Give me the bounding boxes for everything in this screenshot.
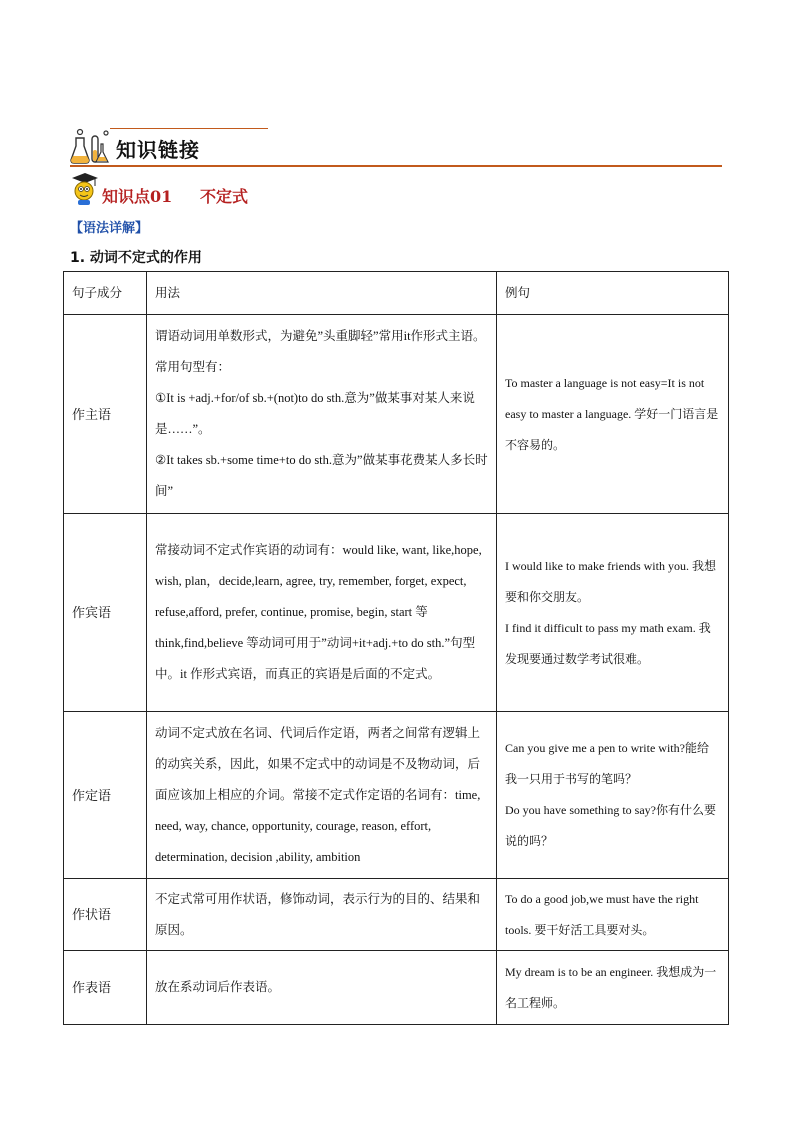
- knowledge-point-heading: [70, 172, 370, 208]
- row-usage: 谓语动词用单数形式，为避免”头重脚轻”常用it作形式主语。常用句型有： ①It is +adj.+for/of sb.+(not)to do sth.意为”做某事对某人来说是……”。 ②It takes sb.+some time+to do sth.意为”做某事花费某人多长时间”: [147, 315, 497, 514]
- header-example: 例句: [497, 272, 729, 315]
- row-example: Can you give me a pen to write with?能给我一只用于书写的笔吗？ Do you have something to say?你有什么要说的吗？: [497, 712, 729, 879]
- row-usage: 动词不定式放在名词、代词后作定语，两者之间常有逻辑上的动宾关系，因此，如果不定式中的动词是不及物动词，后面应该加上相应的介词。常接不定式作定语的名词有：time, need, way, chance, opportunity, courage, reason, effort, determination, decision ,ability, ambition: [147, 712, 497, 879]
- row-example: To do a good job,we must have the right tools. 要干好活工具要对头。: [497, 879, 729, 951]
- row-usage: 常接动词不定式作宾语的动词有：would like, want, like,hope, wish, plan，decide,learn, agree, try, remember, forget, expect, refuse,afford, prefer, continue, promise, begin, start 等 think,find,believe 等动词可用于”动词+it+adj.+to do sth.”句型中。it 作形式宾语，而真正的宾语是后面的不定式。: [147, 514, 497, 712]
- header-usage: 用法: [147, 272, 497, 315]
- knowledge-point-label: 知识点01: [102, 187, 173, 206]
- header-role: 句子成分: [64, 272, 147, 315]
- table-header-row: [64, 272, 729, 315]
- top-rule: [110, 128, 268, 129]
- section-title: 知识链接: [116, 138, 200, 162]
- table-row: [64, 514, 729, 712]
- row-role: 作宾语: [64, 514, 147, 712]
- section-header: [70, 126, 722, 168]
- row-usage: 不定式常可用作状语，修饰动词，表示行为的目的、结果和原因。: [147, 879, 497, 951]
- graduate-mascot-icon: [70, 172, 100, 206]
- table-row: [64, 951, 729, 1025]
- table-row: [64, 879, 729, 951]
- grammar-detail-heading: 【语法详解】: [70, 221, 149, 236]
- row-example: My dream is to be an engineer. 我想成为一名工程师。: [497, 951, 729, 1025]
- flask-icon: [70, 128, 114, 164]
- section-divider: [70, 165, 722, 167]
- row-role: 作主语: [64, 315, 147, 514]
- table-row: [64, 315, 729, 514]
- knowledge-point-name: 不定式: [200, 187, 249, 206]
- point-title: 1. 动词不定式的作用: [70, 250, 202, 266]
- row-usage: 放在系动词后作表语。: [147, 951, 497, 1025]
- row-example: To master a language is not easy=It is not easy to master a language. 学好一门语言是不容易的。: [497, 315, 729, 514]
- row-role: 作状语: [64, 879, 147, 951]
- row-role: 作定语: [64, 712, 147, 879]
- grammar-table: [63, 271, 729, 1025]
- table-row: [64, 712, 729, 879]
- row-example: I would like to make friends with you. 我想要和你交朋友。 I find it difficult to pass my math exam. 我发现要通过数学考试很难。: [497, 514, 729, 712]
- row-role: 作表语: [64, 951, 147, 1025]
